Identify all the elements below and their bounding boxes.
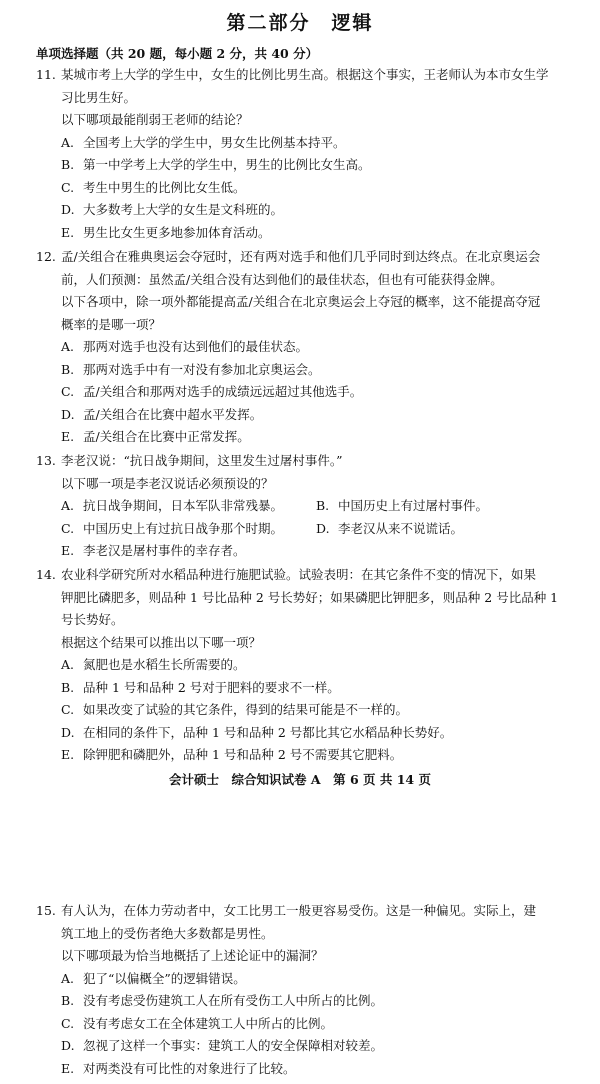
- option-text: 犯了“以偏概全”的逻辑错误。: [83, 970, 246, 986]
- question-12: [36, 246, 576, 449]
- option-d: [36, 722, 576, 745]
- option-letter: D.: [61, 1038, 75, 1053]
- option-a: [36, 132, 576, 155]
- option-text: 氮肥也是水稻生长所需要的。: [83, 657, 246, 672]
- option-letter: B.: [61, 993, 75, 1008]
- question-stem: 农业科学研究所对水稻品种进行施肥试验。试验表明：在其它条件不变的情况下，如果: [61, 567, 537, 582]
- question-number: 11.: [36, 67, 56, 82]
- option-text: 中国历史上有过屠村事件。: [338, 498, 489, 513]
- option-letter: D.: [316, 520, 330, 536]
- option-letter: D.: [61, 724, 75, 740]
- option-text: 考生中男生的比例比女生低。: [83, 179, 246, 195]
- question-14: [36, 564, 576, 767]
- option-letter: A.: [61, 970, 75, 986]
- question-stem: 某城市考上大学的学生中，女生的比例比男生高。根据这个事实，王老师认为本市女生学: [61, 67, 549, 82]
- option-e: [36, 540, 576, 563]
- option-e: [36, 1058, 576, 1081]
- option-b: [36, 359, 576, 382]
- option-text: 那两对选手中有一对没有参加北京奥运会。: [83, 361, 321, 377]
- option-text: 没有考虑女工在全体建筑工人中所占的比例。: [83, 1015, 334, 1031]
- option-text: 对两类没有可比性的对象进行了比较。: [83, 1060, 296, 1076]
- question-stem: 孟/关组合在雅典奥运会夺冠时，还有两对选手和他们几乎同时到达终点。在北京奥运会: [61, 249, 541, 264]
- option-text: 男生比女生更多地参加体育活动。: [83, 224, 271, 240]
- question-15: [36, 900, 576, 1080]
- option-b: [36, 677, 576, 700]
- option-text: 李老汉是屠村事件的幸存者。: [83, 543, 246, 558]
- option-letter: D.: [61, 202, 75, 217]
- option-e: [36, 222, 576, 245]
- option-text: 孟/关组合和那两对选手的成绩远远超过其他选手。: [83, 384, 363, 399]
- option-letter: C.: [61, 520, 75, 536]
- option-text: 孟/关组合在比赛中正常发挥。: [83, 429, 250, 444]
- option-letter: B.: [316, 498, 330, 513]
- option-a: [36, 336, 576, 359]
- option-d: [36, 1035, 576, 1058]
- option-text: 那两对选手也没有达到他们的最佳状态。: [83, 339, 309, 354]
- question-number: 12.: [36, 249, 56, 264]
- option-letter: C.: [61, 1015, 75, 1031]
- section-intro: 单项选择题（共 20 题，每小题 2 分，共 40 分）: [36, 46, 319, 61]
- option-text: 品种 1 号和品种 2 号对于肥料的要求不一样。: [83, 679, 340, 695]
- question-stem: 有人认为，在体力劳动者中，女工比男工一般更容易受伤。这是一种偏见。实际上，建: [61, 903, 537, 918]
- option-text: 除钾肥和磷肥外，品种 1 号和品种 2 号不需要其它肥料。: [83, 747, 403, 762]
- option-c: [36, 177, 576, 200]
- option-d: [36, 199, 576, 222]
- option-letter: E.: [61, 543, 75, 558]
- option-b: [36, 990, 576, 1013]
- option-text: 在相同的条件下，品种 1 号和品种 2 号都比其它水稻品种长势好。: [83, 724, 453, 740]
- question-stem: 号长势好。: [61, 612, 124, 627]
- option-e: [36, 744, 576, 767]
- question-stem: 筑工地上的受伤者绝大多数都是男性。: [61, 925, 274, 941]
- question-prompt: 根据这个结果可以推出以下哪一项？: [61, 634, 262, 650]
- option-text: 大多数考上大学的女生是文科班的。: [83, 202, 284, 217]
- question-stem: 前，人们预测：虽然孟/关组合没有达到他们的最佳状态，但也有可能获得金牌。: [61, 271, 503, 287]
- option-a: [36, 968, 576, 991]
- option-c: [61, 518, 316, 541]
- option-letter: E.: [61, 1060, 75, 1076]
- option-text: 没有考虑受伤建筑工人在所有受伤工人中所占的比例。: [83, 993, 384, 1008]
- option-letter: B.: [61, 361, 75, 377]
- option-text: 如果改变了试验的其它条件，得到的结果可能是不一样的。: [83, 702, 409, 717]
- question-prompt: 以下哪一项是李老汉说话必须预设的？: [61, 475, 274, 491]
- option-text: 孟/关组合在比赛中超水平发挥。: [83, 406, 263, 422]
- option-a: [61, 495, 316, 518]
- option-letter: C.: [61, 702, 75, 717]
- option-letter: C.: [61, 179, 75, 195]
- option-letter: A.: [61, 657, 75, 672]
- option-letter: E.: [61, 429, 75, 444]
- option-text: 中国历史上有过抗日战争那个时期。: [83, 520, 284, 536]
- page-title: 第二部分 逻辑: [226, 12, 374, 34]
- question-number: 14.: [36, 567, 56, 582]
- option-text: 忽视了这样一个事实：建筑工人的安全保障相对较差。: [83, 1038, 384, 1053]
- option-letter: A.: [61, 134, 75, 150]
- option-c: [36, 699, 576, 722]
- option-letter: E.: [61, 224, 75, 240]
- option-b: [36, 154, 576, 177]
- option-e: [36, 426, 576, 449]
- option-b: [316, 498, 488, 513]
- question-13: [36, 450, 576, 563]
- question-number: 13.: [36, 453, 56, 468]
- option-row: [36, 518, 576, 541]
- question-stem: 钾肥比磷肥多，则品种 1 号比品种 2 号长势好；如果磷肥比钾肥多，则品种 2 号比品种 1: [61, 589, 559, 605]
- page-footer: 会计硕士 综合知识试卷 A 第 6 页 共 14 页: [169, 772, 431, 787]
- option-letter: B.: [61, 157, 75, 172]
- option-text: 抗日战争期间，日本军队非常残暴。: [83, 498, 284, 513]
- option-letter: E.: [61, 747, 75, 762]
- option-d: [316, 521, 463, 536]
- option-letter: D.: [61, 406, 75, 422]
- option-d: [36, 404, 576, 427]
- option-letter: A.: [61, 498, 75, 513]
- option-row: [36, 495, 576, 518]
- option-text: 全国考上大学的学生中，男女生比例基本持平。: [83, 134, 346, 150]
- question-prompt: 以下哪项最能削弱王老师的结论？: [61, 112, 249, 127]
- question-prompt: 以下各项中，除一项外都能提高孟/关组合在北京奥运会上夺冠的概率，这不能提高夺冠: [61, 294, 541, 309]
- option-text: 第一中学考上大学的学生中，男生的比例比女生高。: [83, 157, 371, 172]
- option-a: [36, 654, 576, 677]
- question-stem: 习比男生好。: [61, 89, 137, 105]
- question-11: [36, 64, 576, 244]
- option-letter: A.: [61, 339, 75, 354]
- question-prompt: 以下哪项最为恰当地概括了上述论证中的漏洞？: [61, 948, 324, 963]
- option-letter: C.: [61, 384, 75, 399]
- question-number: 15.: [36, 903, 56, 918]
- option-c: [36, 1013, 576, 1036]
- question-stem: 李老汉说：“抗日战争期间，这里发生过屠村事件。”: [61, 453, 343, 468]
- question-prompt: 概率的是哪一项？: [61, 316, 162, 332]
- option-text: 李老汉从来不说谎话。: [338, 520, 464, 536]
- option-letter: B.: [61, 679, 75, 695]
- option-c: [36, 381, 576, 404]
